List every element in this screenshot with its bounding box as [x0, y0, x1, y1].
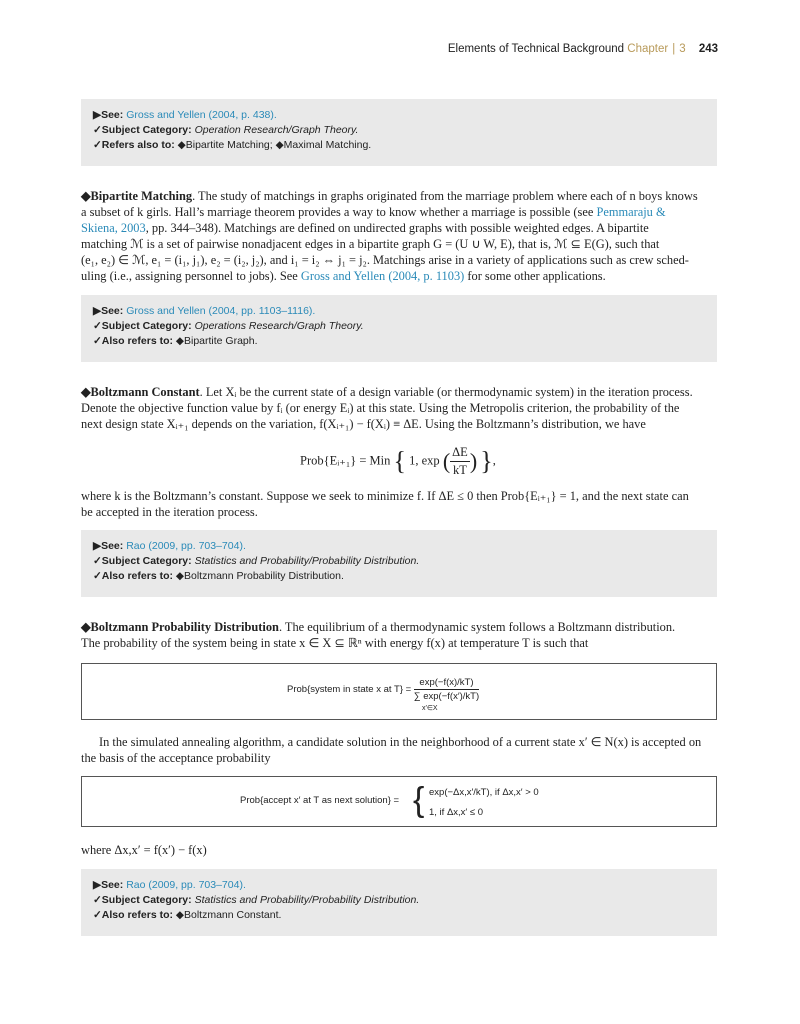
reference-box-3 — [81, 530, 717, 597]
see-line: ▶See: Gross and Yellen (2004, pp. 1103–1116). — [93, 305, 316, 317]
bipartite-matching-entry: ◆Bipartite Matching. The study of matchings in graphs originated from the marriage problem where each of n boys knows a subset of k girls. Hall’s marriage theorem provides a way to know whether a marriage is possible (see Pemmaraju & Skiena, 2003, pp. 344–348). Matchings are defined on undirected graphs with possible weighted edges. A bipartite matching ℳ is a set of pairwise nonadjacent edges in a bipartite graph G = (U ∪ W, E), that is, ℳ ⊆ E(G), such that (e₁, e₂) ∈ ℳ, e₁ = (i₁, j₁), e₂ = (i₂, j₂), and i₁ = i₂ ⇔ j₁ = j₂. Matchings arise in a variety of applications such as crew sched- uling (i.e., assigning personnel to jobs). See Gross and Yellen (2004, p. 1103) for some other applications. — [81, 189, 698, 283]
boltzmann-constant-entry: ◆Boltzmann Constant. Let Xᵢ be the current state of a design variable (or thermodynamic system) in the iteration process. Denote the objective function value by fᵢ (or energy Eᵢ) at this state. Using the Metropolis criterion, the probability of the next design state Xᵢ₊₁ depends on the variation, f(Xᵢ₊₁) − f(Xᵢ) ≡ ΔE. Using the Boltzmann’s distribution, we have — [81, 385, 693, 431]
reference-box-2 — [81, 295, 717, 362]
header-chapter-number: 3 — [679, 43, 686, 55]
fraction: $\frac{\exp(-f(x)/kT)}{\sum \exp(-f(x')/kT)}$ — [413, 677, 480, 702]
reference-box-4 — [81, 869, 717, 936]
reference-box-1 — [81, 99, 717, 166]
refers-line: ✓Also refers to: ◆Bipartite Graph. — [93, 335, 258, 347]
header-separator: | — [672, 43, 676, 55]
subject-line: ✓Subject Category: Operation Research/Graph Theory. — [93, 124, 359, 136]
citation-link[interactable]: Gross and Yellen (2004, p. 1103) — [300, 269, 465, 283]
refers-line: ✓Also refers to: ◆Boltzmann Constant. — [93, 909, 282, 921]
entry-term: ◆Bipartite Matching — [81, 189, 193, 203]
subject-line: ✓Subject Category: Operations Research/Graph Theory. — [93, 320, 364, 332]
boltzmann-distribution-entry: ◆Boltzmann Probability Distribution. The equilibrium of a thermodynamic system follows a Boltzmann distribution. The probability of the system being in state x ∈ X ⊆ ℝⁿ with energy f(x) at temperature T is such that — [81, 620, 676, 650]
citation-link[interactable]: Pemmaraju & — [596, 205, 666, 219]
running-header — [448, 43, 718, 55]
boltzmann-equation: Prob{Eᵢ₊₁} = Min { 1, exp ( $\frac{\Delta E}{kT}$ ) }, — [300, 445, 496, 477]
page-number: 243 — [698, 43, 718, 55]
see-link[interactable]: Rao (2009, pp. 703–704). — [126, 540, 246, 552]
citation-link[interactable]: Skiena, 2003 — [81, 221, 146, 235]
see-line: ▶See: Gross and Yellen (2004, p. 438). — [93, 109, 277, 121]
see-line: ▶See: Rao (2009, pp. 703–704). — [93, 879, 246, 891]
boltzmann-constant-after: where k is the Boltzmann’s constant. Suppose we seek to minimize f. If ΔE ≤ 0 then Prob{Eᵢ₊₁} = 1, and the next state can be accepted in the iteration process. — [81, 489, 689, 519]
see-link[interactable]: Gross and Yellen (2004, p. 438). — [126, 109, 277, 121]
formula-box-1: Prob{system in state x at T} = $\frac{\exp(-f(x)/kT)}{\sum \exp(-f(x')/kT)}$ x′∈X — [81, 663, 717, 720]
see-line: ▶See: Rao (2009, pp. 703–704). — [93, 540, 246, 552]
refers-line: ✓Refers also to: ◆Bipartite Matching; ◆Maximal Matching. — [93, 139, 372, 151]
see-link[interactable]: Rao (2009, pp. 703–704). — [126, 879, 246, 891]
subject-line: ✓Subject Category: Statistics and Probability/Probability Distribution. — [93, 894, 420, 906]
subject-line: ✓Subject Category: Statistics and Probability/Probability Distribution. — [93, 555, 420, 567]
refers-line: ✓Also refers to: ◆Boltzmann Probability Distribution. — [93, 570, 344, 582]
delta-definition: where Δx,x′ = f(x′) − f(x) — [81, 843, 207, 857]
fraction: $\frac{\Delta E}{kT}$ — [452, 445, 468, 477]
see-link[interactable]: Gross and Yellen (2004, pp. 1103–1116). — [126, 305, 316, 317]
header-title: Elements of Technical Background — [447, 43, 625, 55]
header-chapter-word: Chapter — [627, 43, 669, 55]
formula-box-2: Prob{accept x′ at T as next solution} = { exp(−Δx,x′/kT), if Δx,x′ > 0 1, if Δx,x′ ≤ 0 — [81, 776, 717, 827]
simulated-annealing-text: In the simulated annealing algorithm, a candidate solution in the neighborhood of a current state x′ ∈ N(x) is accepted on the basis of the acceptance probability — [81, 735, 702, 765]
entry-term: ◆Boltzmann Probability Distribution — [81, 620, 279, 634]
entry-term: ◆Boltzmann Constant — [81, 385, 200, 399]
